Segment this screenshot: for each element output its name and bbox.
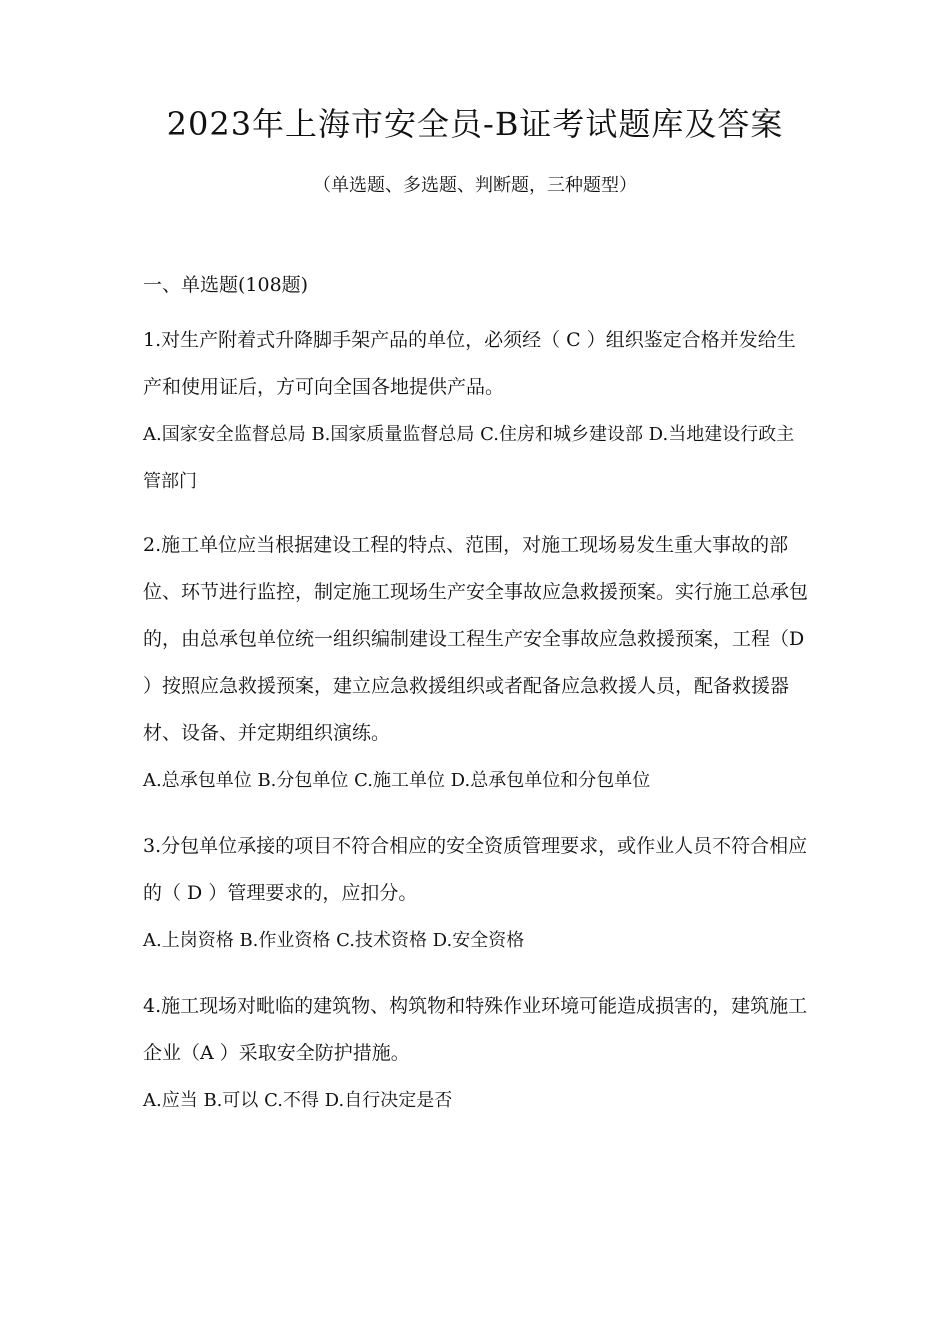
question-stem: 3.分包单位承接的项目不符合相应的安全资质管理要求，或作业人员不符合相应的（ D ）管理要求的，应扣分。: [143, 835, 808, 904]
document-title: 2023年上海市安全员-B证考试题库及答案: [166, 105, 784, 143]
question-3: [143, 823, 809, 964]
document-body: [143, 270, 809, 1124]
question-1: [143, 317, 809, 505]
question-2: [143, 522, 809, 804]
question-options: A.应当 B.可以 C.不得 D.自行决定是否: [143, 1090, 453, 1111]
question-stem: 1.对生产附着式升降脚手架产品的单位，必须经（ C ）组织鉴定合格并发给生产和使用证后，方可向全国各地提供产品。: [143, 329, 796, 398]
document-subtitle: （单选题、多选题、判断题，三种题型）: [313, 175, 637, 196]
question-stem: 4.施工现场对毗临的建筑物、构筑物和特殊作业环境可能造成损害的，建筑施工企业（A ）采取安全防护措施。: [143, 995, 808, 1064]
question-stem: 2.施工单位应当根据建设工程的特点、范围，对施工现场易发生重大事故的部位、环节进行监控，制定施工现场生产安全事故应急救援预案。实行施工总承包的，由总承包单位统一组织编制建设工程生产安全事故应急救援预案，工程（D ）按照应急救援预案，建立应急救援组织或者配备应急救援人员，配备救援器材、设备、并定期组织演练。: [143, 534, 809, 744]
question-options: A.上岗资格 B.作业资格 C.技术资格 D.安全资格: [143, 930, 525, 951]
section-heading: 一、单选题(108题): [143, 274, 309, 296]
question-4: [143, 983, 809, 1124]
question-options: A.总承包单位 B.分包单位 C.施工单位 D.总承包单位和分包单位: [143, 770, 651, 791]
question-options: A.国家安全监督总局 B.国家质量监督总局 C.住房和城乡建设部 D.当地建设行政主管部门: [143, 424, 795, 492]
